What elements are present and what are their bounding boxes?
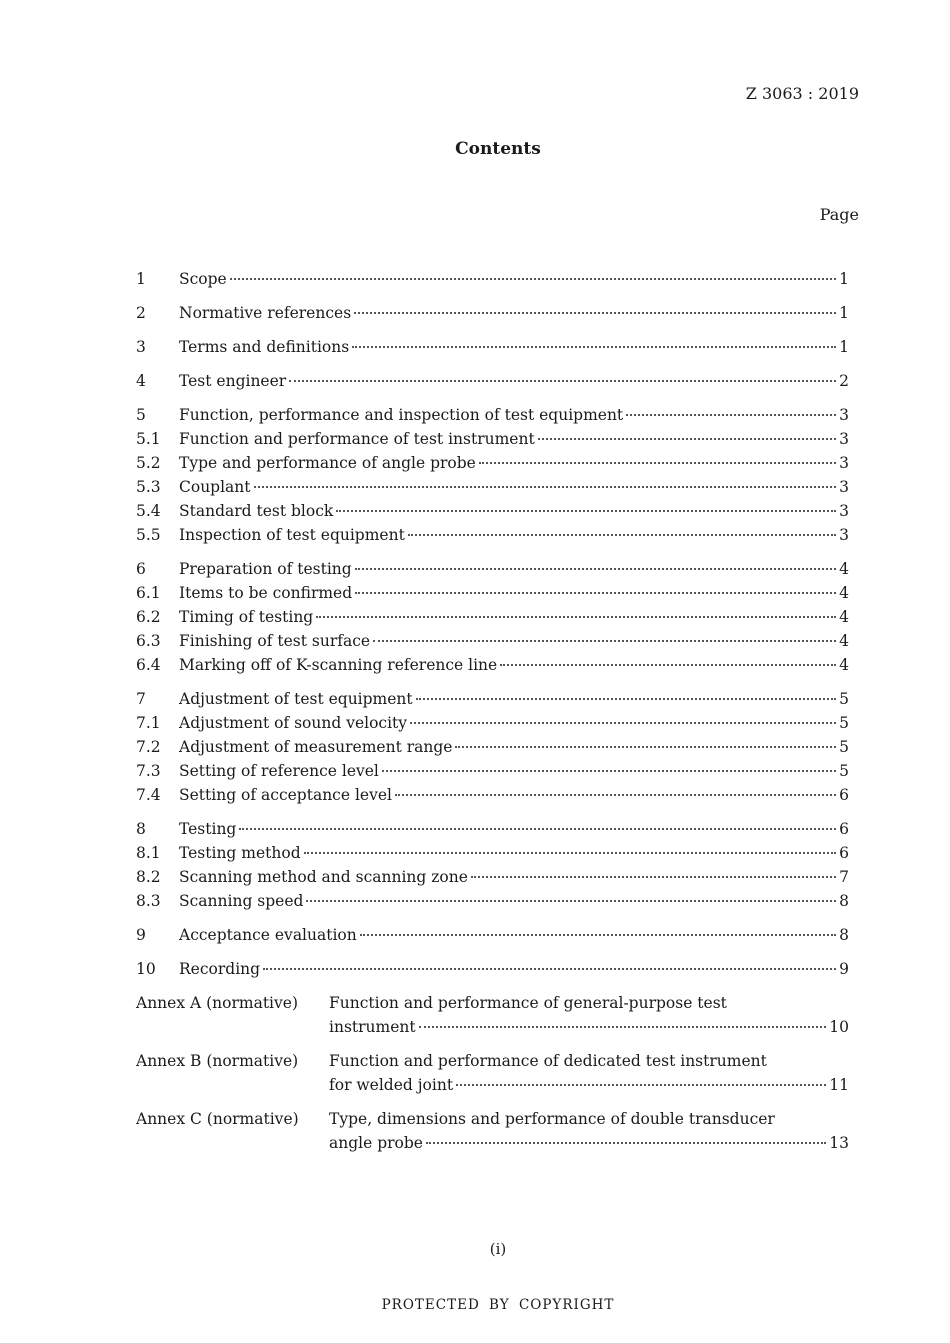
annex-title-line1: Function and performance of dedicated test instrument [329,1052,767,1070]
toc-entry[interactable] [136,865,849,889]
toc-section-group [136,369,849,393]
annex-title-line1: Function and performance of general-purpose test [329,994,727,1012]
toc-entry-number: 7 [136,690,146,708]
table-of-contents [136,267,849,1165]
annex-title-line2: for welded joint [329,1076,454,1094]
toc-entry-page: 1 [839,270,849,288]
toc-entry-title: Inspection of test equipment [179,526,405,544]
toc-entry[interactable] [136,499,849,523]
toc-entry-number: 5.5 [136,526,161,544]
toc-entry-title: Standard test block [179,502,334,520]
toc-annex-entry[interactable] [136,991,849,1039]
toc-leader-dots [455,746,836,748]
toc-leader-dots [395,794,836,796]
toc-entry-page: 3 [839,478,849,496]
toc-entry-page: 4 [839,584,849,602]
toc-entry[interactable] [136,957,849,981]
toc-leader-dots [373,640,836,642]
toc-leader-dots [382,770,836,772]
toc-entry-title: Scanning speed [179,892,304,910]
toc-entry-title: Items to be confirmed [179,584,353,602]
toc-entry-page: 4 [839,632,849,650]
toc-section-group [136,687,849,807]
toc-entry-title: Function, performance and inspection of test equipment [179,406,624,424]
toc-leader-dots [626,414,836,416]
toc-entry-number: 10 [136,960,156,978]
toc-leader-dots [456,1084,826,1086]
toc-entry-title: Test engineer [179,372,287,390]
toc-entry-title: Adjustment of test equipment [179,690,413,708]
toc-leader-dots [304,852,837,854]
toc-entry-number: 6.1 [136,584,161,602]
toc-annex-entry[interactable] [136,1049,849,1097]
toc-entry-number: 8.2 [136,868,161,886]
toc-entry-title: Normative references [179,304,352,322]
toc-entry[interactable] [136,817,849,841]
toc-entry-page: 3 [839,526,849,544]
toc-entry-page: 1 [839,304,849,322]
toc-entry-number: 8.3 [136,892,161,910]
toc-entry-title: Couplant [179,478,251,496]
toc-leader-dots [306,900,836,902]
toc-leader-dots [352,346,836,348]
toc-entry-number: 7.2 [136,738,161,756]
toc-leader-dots [239,828,836,830]
page-column-label: Page [819,205,859,224]
annex-label: Annex B (normative) [136,1052,299,1070]
toc-entry[interactable] [136,605,849,629]
toc-section-group [136,267,849,291]
toc-leader-dots [419,1026,827,1028]
toc-entry-title: Adjustment of measurement range [179,738,453,756]
annex-body [329,991,849,1039]
toc-leader-dots [471,876,836,878]
toc-entry-number: 5.4 [136,502,161,520]
toc-leader-dots [289,380,836,382]
toc-entry-number: 5.2 [136,454,161,472]
toc-entry[interactable] [136,301,849,325]
toc-entry[interactable] [136,629,849,653]
toc-entry-number: 3 [136,338,146,356]
toc-entry-page: 2 [839,372,849,390]
toc-leader-dots [355,592,836,594]
toc-leader-dots [355,568,836,570]
toc-entry-page: 4 [839,560,849,578]
toc-leader-dots [336,510,836,512]
toc-entry[interactable] [136,427,849,451]
annex-body [329,1049,849,1097]
toc-entry-page: 3 [839,502,849,520]
toc-section-group [136,335,849,359]
annex-label: Annex C (normative) [136,1110,299,1128]
annex-page: 11 [829,1076,849,1094]
toc-entry-title: Preparation of testing [179,560,352,578]
toc-entry-title: Finishing of test surface [179,632,371,650]
toc-entry-page: 3 [839,406,849,424]
toc-entry-title: Testing [179,820,237,838]
toc-section-group [136,403,849,547]
toc-entry-title: Function and performance of test instrument [179,430,535,448]
toc-leader-dots [479,462,836,464]
toc-entry-title: Timing of testing [179,608,314,626]
toc-entry[interactable] [136,581,849,605]
toc-entry-number: 9 [136,926,146,944]
toc-entry-page: 5 [839,690,849,708]
toc-entry-page: 3 [839,430,849,448]
toc-leader-dots [416,698,836,700]
toc-entry-page: 4 [839,608,849,626]
toc-leader-dots [500,664,836,666]
toc-entry-title: Testing method [179,844,301,862]
toc-section-group [136,923,849,947]
toc-entry-number: 6.2 [136,608,161,626]
toc-entry[interactable] [136,335,849,359]
toc-leader-dots [254,486,837,488]
toc-entry-title: Scanning method and scanning zone [179,868,468,886]
toc-entry-page: 6 [839,820,849,838]
toc-entry-number: 6.4 [136,656,161,674]
toc-leader-dots [410,722,836,724]
toc-entry-number: 1 [136,270,146,288]
toc-entry[interactable] [136,369,849,393]
toc-entry-page: 5 [839,738,849,756]
toc-entry-page: 6 [839,786,849,804]
toc-entry-number: 2 [136,304,146,322]
toc-entry[interactable] [136,711,849,735]
toc-entry[interactable] [136,923,849,947]
toc-entry-title: Marking off of K-scanning reference line [179,656,498,674]
toc-section-group [136,817,849,913]
toc-entry-title: Type and performance of angle probe [179,454,476,472]
toc-section-group [136,557,849,677]
toc-entry-title: Scope [179,270,227,288]
toc-leader-dots [354,312,836,314]
toc-leader-dots [426,1142,826,1144]
toc-entry-page: 6 [839,844,849,862]
toc-entry[interactable] [136,403,849,427]
toc-entry[interactable] [136,783,849,807]
toc-entry-title: Adjustment of sound velocity [179,714,408,732]
toc-entry[interactable] [136,523,849,547]
footer-page-number: (i) [489,1240,507,1258]
toc-entry-number: 8.1 [136,844,161,862]
toc-entry-page: 5 [839,762,849,780]
toc-entry[interactable] [136,889,849,913]
toc-entry[interactable] [136,475,849,499]
toc-leader-dots [230,278,836,280]
toc-entry-title: Setting of acceptance level [179,786,392,804]
toc-entry-page: 4 [839,656,849,674]
toc-entry-number: 5.3 [136,478,161,496]
toc-entry-number: 7.1 [136,714,161,732]
toc-entry-number: 5 [136,406,146,424]
toc-entry-title: Recording [179,960,261,978]
annex-page: 13 [829,1134,849,1152]
annex-label: Annex A (normative) [136,994,298,1012]
annex-title-line1: Type, dimensions and performance of double transducer [329,1110,775,1128]
toc-entry[interactable] [136,735,849,759]
toc-entry[interactable] [136,759,849,783]
toc-entry-page: 8 [839,892,849,910]
toc-entry-page: 3 [839,454,849,472]
toc-entry-title: Acceptance evaluation [179,926,357,944]
toc-entry-number: 8 [136,820,146,838]
toc-entry-page: 1 [839,338,849,356]
toc-leader-dots [538,438,836,440]
toc-leader-dots [360,934,836,936]
toc-entry-title: Setting of reference level [179,762,379,780]
annex-title-line2-row [329,1131,849,1155]
document-id: Z 3063 : 2019 [745,84,859,103]
toc-entry[interactable] [136,687,849,711]
toc-section-group [136,957,849,981]
toc-entry-page: 5 [839,714,849,732]
toc-entry[interactable] [136,557,849,581]
toc-entry[interactable] [136,841,849,865]
copyright-notice: PROTECTED BY COPYRIGHT [381,1297,615,1313]
toc-entry-number: 4 [136,372,146,390]
page-title: Contents [455,139,541,159]
toc-entry-number: 6.3 [136,632,161,650]
annex-title-line2: instrument [329,1018,416,1036]
toc-entry-number: 5.1 [136,430,161,448]
toc-entry[interactable] [136,653,849,677]
toc-entry-page: 8 [839,926,849,944]
annex-title-line2-row [329,1073,849,1097]
toc-entry-title: Terms and definitions [179,338,350,356]
toc-entry-number: 7.4 [136,786,161,804]
toc-entry-page: 7 [839,868,849,886]
toc-entry-page: 9 [839,960,849,978]
toc-entry-number: 7.3 [136,762,161,780]
toc-entry[interactable] [136,267,849,291]
toc-entry[interactable] [136,451,849,475]
annex-title-line2-row [329,1015,849,1039]
annex-title-line2: angle probe [329,1134,423,1152]
toc-leader-dots [263,968,836,970]
toc-entry-number: 6 [136,560,146,578]
toc-annex-entry[interactable] [136,1107,849,1155]
toc-section-group [136,301,849,325]
annex-body [329,1107,849,1155]
toc-leader-dots [408,534,836,536]
toc-leader-dots [316,616,836,618]
annex-page: 10 [829,1018,849,1036]
